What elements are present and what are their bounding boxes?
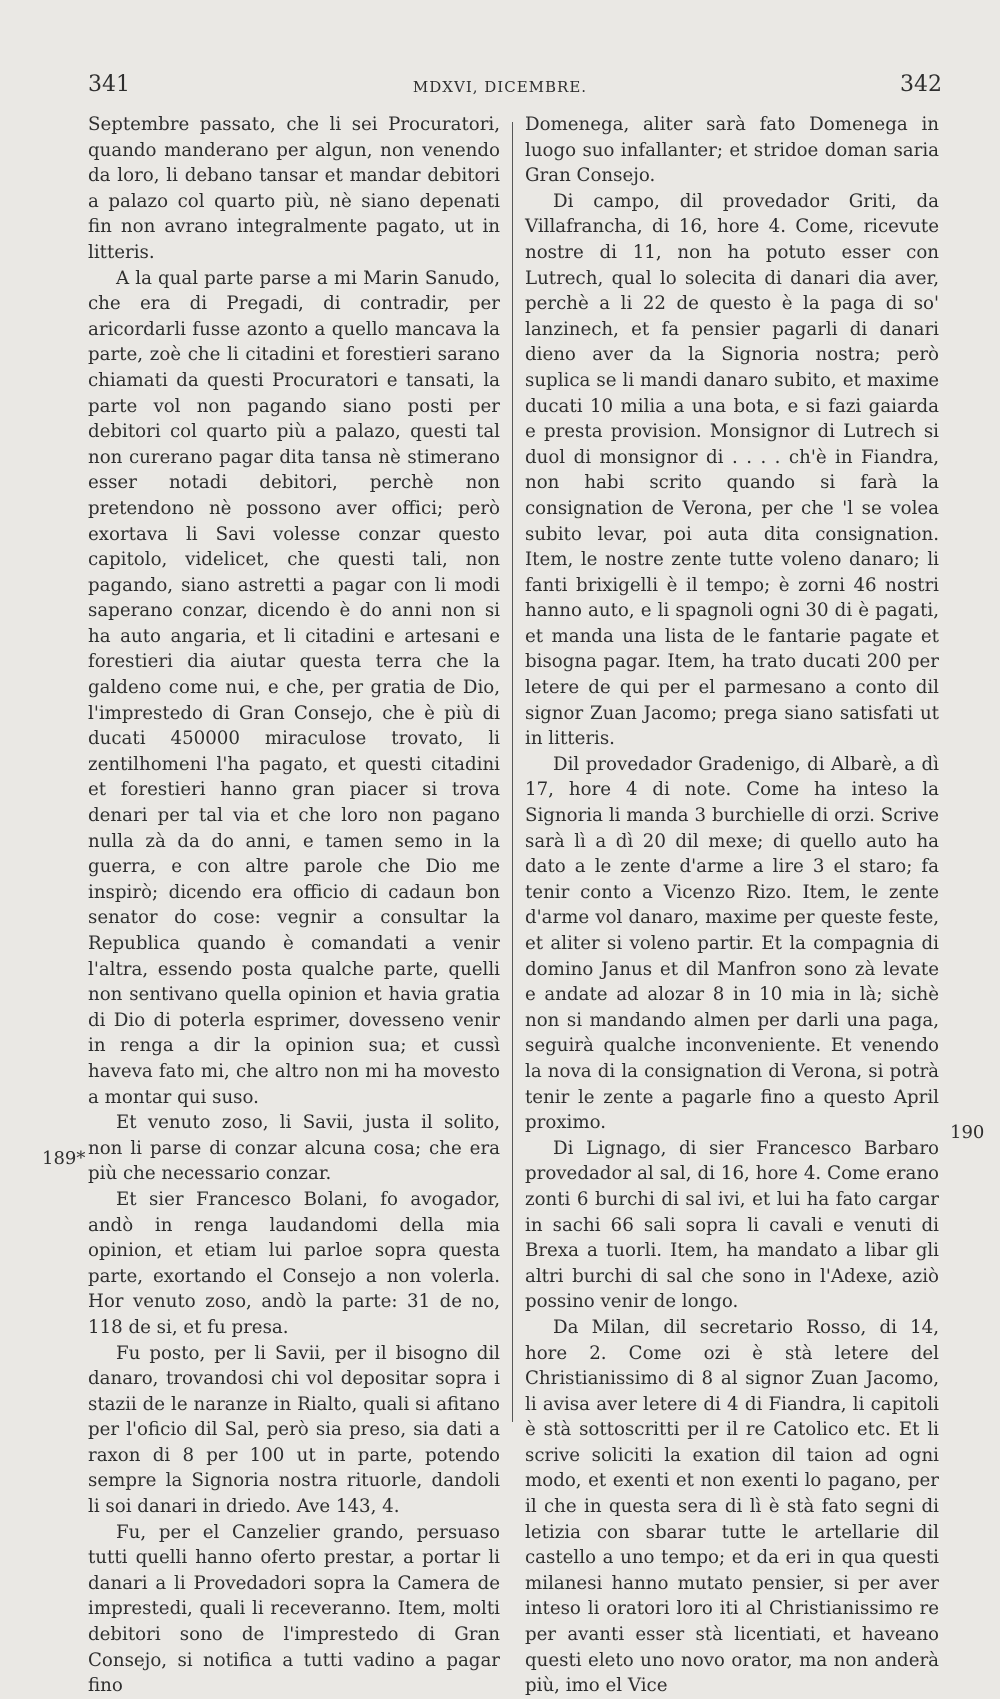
paragraph: Di campo, dil provedador Griti, da Villafrancha, di 16, hore 4. Come, ricevute nostre di 11, non ha potuto esser con Lutrech, qual lo solecita di danari dia aver, perchè a li 22 de questo è la paga di so' lanzinech, et fa pensier pagarli di danari dieno aver da la Signoria nostra; però suplica se li mandi danaro subito, et maxime ducati 10 milia a una bota, e si fazi gaiarda e presta provision. Monsignor di Lutrech si duol di monsignor di . . . . ch'è in Fiandra, non habi scrito quando si farà la consignation de Verona, per che 'l se volea subito levar, poi auta dita consignation. Item, le nostre zente tutte voleno danaro; li fanti brixigelli è il tempo; è zorni 46 nostri hanno auto, e li spagnoli ogni 30 di è pagati, et manda una lista de le fantarie pagate et bisogna pagar. Item, ha trato ducati 200 per letere de qui per el parmesano a conto dil signor Zuan Jacomo; prega siano satisfati ut in litteris. xyxy=(525,190,939,750)
paragraph: Septembre passato, che li sei Procuratori, quando manderano per algun, non venendo da loro, li debano tansar et mandar debitori a palazo col quarto più, nè siano depenati fin non avrano integralmente pagato, ut in litteris. xyxy=(88,114,500,263)
paragraph: A la qual parte parse a mi Marin Sanudo, che era di Pregadi, di contradir, per aricordarli fusse azonto a quello mancava la parte, zoè che li citadini et forestieri sarano chiamati da questi Procuratori e tansati, la parte vol non pagando siano posti per debitori col quarto più a palazo, questi tal non curerano pagar dita tansa nè stimerano esser notadi debitori, perchè non pretendono nè possono aver offici; però exortava li Savi volesse conzar questo capitolo, videlicet, che questi tali, non pagando, siano astretti a pagar con li modi saperano conzar, dicendo è do anni non si ha auto angaria, et li citadini e artesani e forestieri dia aiutar questa terra che la galdeno come nui, e che, per gratia de Dio, l'imprestedo di Gran Consejo, che è più di ducati 450000 miraculose trovato, li zentilhomeni l'ha pagato, et questi citadini et forestieri hanno gran piacer si trova denari per tal via et che loro non pagano nulla zà da do anni, e tamen semo in la guerra, e con altre parole che Dio me inspirò; dicendo era officio di cadaun bon senator do cose: vegnir a consultar la Republica quando è comandati a venir l'altra, essendo posta qualche parte, quelli non sentivano quella opinion et havia gratia di Dio di poterla esprimer, dovesseno venir in renga a dir la opinion sua; et cussì haveva fato mi, che altro non mi ha movesto a montar qui suso. xyxy=(88,267,500,1108)
paragraph: Domenega, aliter sarà fato Domenega in luogo suo infallanter; et stridoe doman saria Gran Consejo. xyxy=(525,114,939,187)
running-title: MDXVI, DICEMBRE. xyxy=(412,78,588,96)
margin-note-right: 190 xyxy=(950,1122,985,1143)
paragraph: Et sier Francesco Bolani, fo avogador, andò in renga laudandomi della mia opinion, et etiam lui parloe sopra questa parte, exortando el Consejo a non volerla. Hor venuto zoso, andò la parte: 31 de no, 118 de si, et fu presa. xyxy=(88,1188,500,1338)
page-header xyxy=(0,72,1000,102)
paragraph: Fu, per el Canzelier grando, persuaso tutti quelli hanno oferto prestar, a portar li danari a li Provedadori sopra la Camera de imprestedi, quali li receveranno. Item, molti debitori sono de l'imprestedo di Gran Consejo, si notifica a tutti vadino a pagar fino xyxy=(88,1521,500,1697)
page-number-left: 341 xyxy=(88,72,130,97)
paragraph: Et venuto zoso, li Savii, justa il solito, non li parse di conzar alcuna cosa; che era più che necessario conzar. xyxy=(88,1112,500,1185)
margin-note-left: 189* xyxy=(42,1148,86,1169)
paragraph: Da Milan, dil secretario Rosso, di 14, hore 2. Come ozi è stà letere del Christianissimo di 8 al signor Zuan Jacomo, li avisa aver letere di 4 di Fiandra, li capitoli è stà sottoscritti per il re Catolico etc. Et li scrive soliciti la exation dil taion ad ogni modo, et exenti et non exenti lo pagano, per il che in questa sera di lì è stà fato segni di letizia con sbarar tutte le artellarie dil castello a uno tempo; et da eri in qua questi milanesi hanno mutato pensier, si per aver inteso li oratori loro iti al Christianissimo re per avanti esser stà licentiati, et haveano questi eleto uno novo orator, ma non anderà più, imo el Vice xyxy=(525,1316,939,1697)
page-number-right: 342 xyxy=(900,72,942,97)
column-divider xyxy=(512,122,513,1422)
paragraph: Fu posto, per li Savii, per il bisogno dil danaro, trovandosi chi vol depositar sopra i stazii de le naranze in Rialto, quali si afitano per l'oficio dil Sal, però sia preso, sia dati a raxon di 8 per 100 ut in parte, potendo sempre la Signoria nostra rituorle, dandoli li soi danari in driedo. Ave 143, 4. xyxy=(88,1342,500,1518)
right-column xyxy=(525,112,939,1697)
left-column xyxy=(88,112,500,1697)
paragraph: Dil provedador Gradenigo, di Albarè, a dì 17, hore 4 di note. Come ha inteso la Signoria li manda 3 burchielle di orzi. Scrive sarà lì a dì 20 dil mexe; di quello auto ha dato a le zente d'arme a lire 3 el staro; fa tenir conto a Vicenzo Rizo. Item, le zente d'arme vol danaro, maxime per queste feste, et aliter si voleno partir. Et la compagnia di domino Janus et dil Manfron sono zà levate e andate ad alozar 8 in 10 mia in là; sichè non si mandando almen per darli una paga, seguirà qualche inconveniente. Et venendo la nova di la consignation di Verona, si potrà tenir le zente a pagarle fino a questo April proximo. xyxy=(525,753,939,1134)
paragraph: Di Lignago, di sier Francesco Barbaro provedador al sal, di 16, hore 4. Come erano zonti 6 burchi di sal ivi, et lui ha fato cargar in sachi 66 sali sopra li cavali e venuti di Brexa a tuorli. Item, ha mandato a libar gli altri burchi di sal che sono in l'Adexe, aziò possino venir de longo. xyxy=(525,1137,939,1313)
